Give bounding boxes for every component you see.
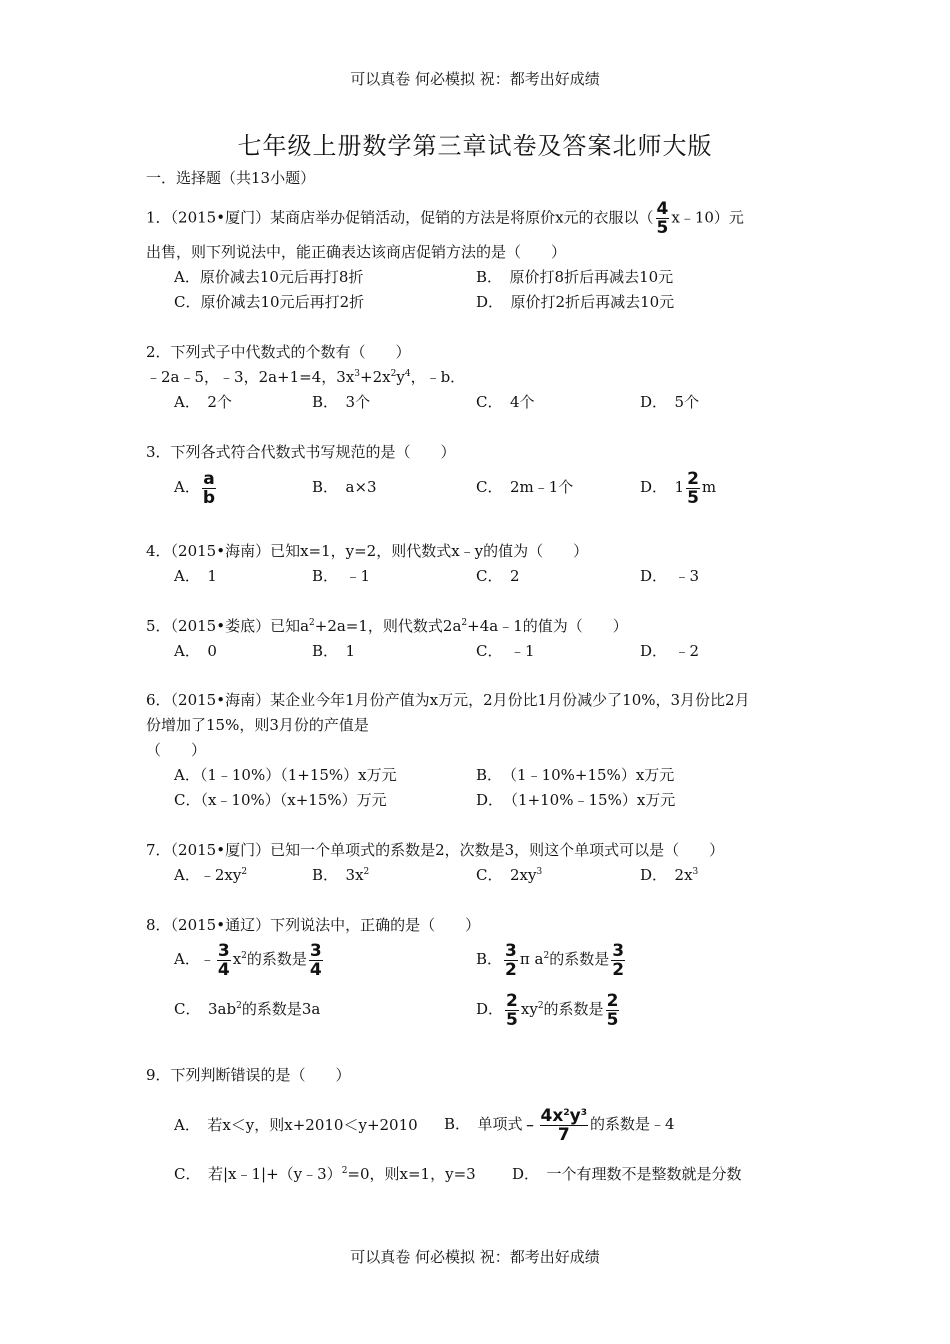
q7-option-b-sup: 2 [363, 867, 370, 877]
q8-b-frac1-den: 2 [505, 959, 517, 980]
q1-frac-numerator: 4 [656, 199, 669, 219]
q7-option-c [476, 865, 542, 885]
q7-option-c-sup: 3 [536, 867, 543, 877]
q2-expr-sup2: 2 [390, 369, 397, 379]
q4-stem: 4．（2015•海南）已知x=1，y=2，则代数式x﹣y的值为（ ） [146, 542, 589, 560]
q3-stem: 3．下列各式符合代数式书写规范的是（ ） [146, 443, 456, 461]
q9-b-fraction [540, 1107, 588, 1144]
q9-b-minus: ﹣ [522, 1115, 538, 1133]
q5-option-d: D． ﹣2 [640, 642, 700, 660]
q2-option-b: B． 3个 [312, 393, 371, 411]
q4-option-c: C． 2 [476, 567, 520, 585]
q9-b-num-coef: 4x [540, 1105, 564, 1126]
page-title: 七年级上册数学第三章试卷及答案北师大版 [237, 132, 713, 160]
q1-fraction [656, 200, 670, 237]
q8-d-frac1-num: 2 [506, 990, 518, 1011]
q2-option-c: C． 4个 [476, 393, 535, 411]
q8-b-frac2 [611, 942, 625, 979]
q9-c-text-a: C． 若|x﹣1|+（y﹣3） [174, 1165, 342, 1183]
q8-a-prefix: A．﹣ [174, 950, 215, 968]
q5-sup1: 2 [309, 618, 315, 628]
q4-option-d: D． ﹣3 [640, 567, 700, 585]
q7-option-a-text: A．﹣2xy [174, 866, 242, 884]
q9-option-a: A． 若x＜y，则x+2010＜y+2010 [174, 1116, 418, 1134]
q5-option-b: B． 1 [312, 642, 356, 660]
q8-b-var: π a [519, 950, 544, 968]
q8-b-sup: 2 [543, 951, 550, 961]
q5-stem-b: +2a=1，则代数式2a [314, 617, 462, 635]
q8-d-text: 的系数是 [543, 1000, 604, 1018]
q6-option-d: D． （1+10%﹣15%）x万元 [476, 791, 676, 809]
q8-option-d [476, 990, 621, 1029]
q8-a-frac2-num: 3 [309, 940, 322, 961]
q8-a-text: 的系数是 [246, 950, 307, 968]
q6-option-b: B． （1﹣10%+15%）x万元 [476, 766, 675, 784]
q2-expression [146, 367, 465, 387]
q9-b-numerator [540, 1107, 588, 1125]
q8-d-frac2 [606, 992, 620, 1029]
q5-option-c: C． ﹣1 [476, 642, 535, 660]
q8-b-frac2-den: 2 [612, 959, 625, 980]
q6-stem-b: 份增加了15%，则3月份的产值是 [146, 716, 369, 734]
q8-a-frac1-num: 3 [217, 940, 230, 961]
question-1-stem [146, 200, 744, 237]
q9-c-text-b: =0，则x=1，y=3 [347, 1165, 476, 1183]
q8-d-frac2-num: 2 [606, 990, 619, 1011]
q8-c-text-b: 的系数是3a [241, 1000, 321, 1018]
q1-stem-a: 1．（2015•厦门）某商店举办促销活动，促销的方法是将原价x元的衣服以（ [146, 208, 654, 227]
q3-a-denominator: b [202, 487, 216, 508]
q7-option-b [312, 865, 369, 885]
q6-stem-a: 6．（2015•海南）某企业今年1月份产值为x万元，2月份比1月份减少了10%，3月份比2月 [146, 691, 750, 709]
q7-option-d-sup: 3 [692, 867, 699, 877]
q1-option-b: B． 原价打8折后再减去10元 [476, 268, 674, 286]
q1-option-d: D． 原价打2折后再减去10元 [476, 293, 675, 311]
section-heading: 一．选择题（共13小题） [146, 169, 316, 187]
q7-stem: 7．（2015•厦门）已知一个单项式的系数是2，次数是3，则这个单项式可以是（ ） [146, 841, 725, 859]
q9-b-denominator: 7 [540, 1125, 588, 1144]
q9-b-text: 的系数是﹣4 [589, 1115, 675, 1133]
q2-expr-b: +2x [360, 368, 391, 386]
q2-option-d: D． 5个 [640, 393, 700, 411]
q6-stem-c: （ ） [146, 741, 207, 759]
q5-stem [146, 616, 628, 636]
q1-frac-denominator: 5 [656, 218, 669, 238]
q8-option-b [476, 940, 627, 979]
q8-b-frac1-num: 3 [505, 940, 517, 961]
q9-b-prefix: B． 单项式 [444, 1115, 523, 1133]
q7-option-a-sup: 2 [241, 867, 248, 877]
q1-option-c: C．原价减去10元后再打2折 [174, 293, 365, 311]
q3-option-d [640, 468, 716, 507]
q3-a-fraction [202, 470, 216, 507]
q7-option-a [174, 865, 247, 885]
q5-stem-a: 5．（2015•娄底）已知a [146, 617, 310, 635]
q8-d-frac1-den: 5 [506, 1009, 518, 1030]
q3-d-tail: m [701, 478, 717, 496]
q1-stem-b: x﹣10）元 [671, 208, 744, 227]
q8-option-a [174, 940, 325, 979]
q8-d-frac1 [505, 992, 519, 1029]
q2-expr-sup1: 3 [354, 369, 361, 379]
q3-option-c: C． 2m﹣1个 [476, 478, 574, 496]
q8-d-frac2-den: 5 [606, 1009, 619, 1030]
q8-c-sup: 2 [236, 1001, 242, 1011]
q3-option-b: B． a×3 [312, 478, 377, 496]
q8-d-prefix: D． [476, 1000, 504, 1018]
q3-option-a-label: A． [174, 478, 200, 496]
q2-expr-sup3: 4 [404, 369, 411, 379]
q5-sup2: 2 [461, 618, 468, 628]
q9-c-sup: 2 [341, 1166, 348, 1176]
q2-expr-d: ，﹣b． [410, 368, 466, 386]
q7-option-d [640, 865, 698, 885]
q4-option-a: A． 1 [174, 567, 217, 585]
q3-option-d-label: D． 1 [640, 478, 685, 496]
q2-expr-a: ﹣2a﹣5，﹣3，2a+1=4，3x [146, 368, 355, 386]
q9-stem: 9．下列判断错误的是（ ） [146, 1066, 351, 1084]
q7-option-d-text: D． 2x [640, 866, 693, 884]
q3-option-a [174, 468, 218, 507]
q3-d-denominator: 5 [687, 487, 699, 508]
q1-stem-c: 出售，则下列说法中，能正确表达该商店促销方法的是（ ） [146, 243, 567, 261]
q3-a-numerator: a [203, 468, 215, 489]
q8-b-frac1 [504, 942, 518, 979]
q8-b-prefix: B． [476, 950, 503, 968]
q4-option-b: B． ﹣1 [312, 567, 371, 585]
q6-option-a: A．（1﹣10%）（1+15%）x万元 [174, 766, 397, 784]
q8-a-sup: 2 [241, 951, 247, 961]
q8-b-text: 的系数是 [549, 950, 610, 968]
q7-option-c-text: C． 2xy [476, 866, 537, 884]
q8-stem: 8．（2015•通辽）下列说法中，正确的是（ ） [146, 916, 481, 934]
q7-option-b-text: B． 3x [312, 866, 364, 884]
q8-d-sup: 2 [537, 1001, 544, 1011]
q8-a-frac1-den: 4 [217, 959, 230, 980]
q9-b-num-sup1: 2 [563, 1107, 570, 1118]
page-header: 可以真卷 何必模拟 祝：都考出好成绩 [350, 70, 600, 88]
q8-a-frac2 [309, 942, 323, 979]
q9-option-d: D． 一个有理数不是整数就是分数 [512, 1165, 742, 1183]
q9-b-num-var: y [569, 1105, 581, 1126]
q3-d-fraction [686, 470, 700, 507]
q9-option-c [174, 1164, 476, 1184]
q2-expr-c: y [396, 368, 405, 386]
q8-c-text-a: C． 3ab [174, 1000, 237, 1018]
q8-option-c [174, 999, 320, 1019]
q3-d-numerator: 2 [687, 468, 699, 489]
q2-option-a: A． 2个 [174, 393, 232, 411]
page-footer: 可以真卷 何必模拟 祝：都考出好成绩 [350, 1248, 600, 1266]
q8-b-frac2-num: 3 [612, 940, 625, 961]
q5-stem-c: +4a﹣1的值为（ ） [467, 617, 628, 635]
q1-option-a: A．原价减去10元后再打8折 [174, 268, 364, 286]
q6-option-c: C．（x﹣10%）（x+15%）万元 [174, 791, 387, 809]
q5-option-a: A． 0 [174, 642, 217, 660]
q8-a-var: x [232, 950, 242, 968]
q2-stem: 2．下列式子中代数式的个数有（ ） [146, 343, 411, 361]
q8-a-frac2-den: 4 [309, 959, 322, 980]
q9-b-num-sup2: 3 [580, 1107, 587, 1118]
q9-option-b [444, 1102, 675, 1146]
q8-d-var: xy [520, 1000, 538, 1018]
q8-a-frac1 [217, 942, 231, 979]
